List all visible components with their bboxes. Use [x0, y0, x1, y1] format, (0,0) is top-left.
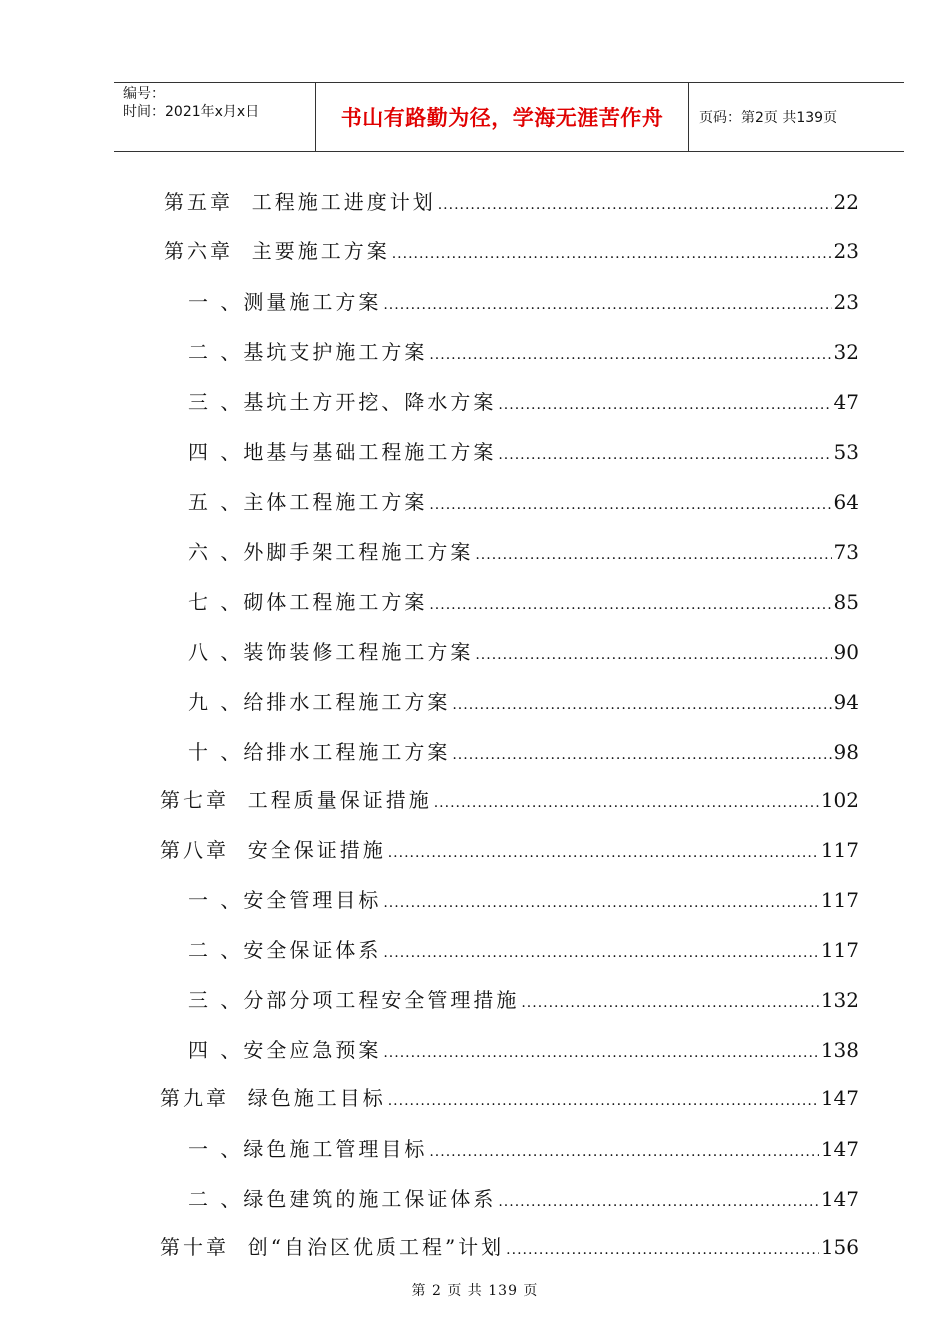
toc-entry[interactable]: [160, 786, 859, 814]
page-footer: 第 2 页 共 139 页: [411, 1283, 539, 1299]
toc-entry-title: 三 、分部分项工程安全管理措施: [188, 988, 520, 1012]
toc-entry-title: 第九章 绿色施工目标: [160, 1086, 386, 1110]
toc-entry[interactable]: [188, 1036, 859, 1064]
header-motto: 书山有路勤为径，学海无涯苦作舟: [316, 83, 689, 151]
toc-leader-dots: [452, 741, 831, 769]
toc-leader-dots: [434, 789, 819, 817]
toc-leader-dots: [392, 240, 832, 268]
toc-entry-title: 一 、安全管理目标: [188, 888, 382, 912]
toc-entry-page: 23: [833, 239, 859, 263]
toc-leader-dots: [438, 191, 832, 219]
toc-leader-dots: [383, 889, 818, 917]
toc-entry-page: 147: [820, 1187, 859, 1211]
toc-entry-title: 三 、基坑土方开挖、降水方案: [188, 390, 497, 414]
toc-leader-dots: [429, 1138, 818, 1166]
toc-leader-dots: [521, 989, 818, 1017]
toc-entry-page: 64: [833, 490, 859, 514]
toc-leader-dots: [452, 691, 831, 719]
toc-leader-dots: [383, 291, 831, 319]
toc-entry-title: 一 、绿色施工管理目标: [188, 1137, 428, 1161]
toc-leader-dots: [383, 1039, 818, 1067]
toc-entry-page: 147: [820, 1086, 859, 1110]
document-number-label: 编号：: [123, 86, 165, 102]
toc-entry-title: 一 、测量施工方案: [188, 290, 382, 314]
toc-entry-title: 第八章 安全保证措施: [160, 838, 386, 862]
toc-leader-dots: [383, 939, 818, 967]
toc-entry[interactable]: [188, 886, 859, 914]
toc-entry-page: 117: [820, 888, 859, 912]
toc-leader-dots: [498, 441, 831, 469]
toc-entry[interactable]: [188, 688, 859, 716]
toc-entry[interactable]: [188, 338, 859, 366]
toc-entry[interactable]: [188, 388, 859, 416]
toc-leader-dots: [388, 1087, 819, 1115]
toc-leader-dots: [388, 839, 819, 867]
toc-entry-page: 117: [820, 838, 859, 862]
toc-entry-page: 90: [833, 640, 859, 664]
toc-entry[interactable]: [160, 1233, 859, 1261]
toc-entry[interactable]: [188, 588, 859, 616]
toc-entry-page: 102: [820, 788, 859, 812]
toc-entry-page: 138: [820, 1038, 859, 1062]
toc-entry[interactable]: [188, 738, 859, 766]
toc-entry-page: 53: [833, 440, 859, 464]
page-header: [114, 82, 904, 152]
toc-entry-title: 五 、主体工程施工方案: [188, 490, 428, 514]
toc-entry-page: 94: [833, 690, 859, 714]
toc-entry-page: 117: [820, 938, 859, 962]
toc-entry-title: 二 、安全保证体系: [188, 938, 382, 962]
toc-leader-dots: [475, 641, 831, 669]
toc-leader-dots: [498, 391, 831, 419]
toc-leader-dots: [475, 541, 831, 569]
toc-entry[interactable]: [188, 936, 859, 964]
toc-entry[interactable]: [164, 188, 859, 216]
toc-entry-page: 73: [833, 540, 859, 564]
toc-entry-title: 七 、砌体工程施工方案: [188, 590, 428, 614]
toc-entry-title: 六 、外脚手架工程施工方案: [188, 540, 474, 564]
toc-entry-page: 22: [833, 190, 859, 214]
toc-entry[interactable]: [160, 1084, 859, 1112]
toc-entry[interactable]: [188, 438, 859, 466]
toc-entry-title: 十 、给排水工程施工方案: [188, 740, 451, 764]
toc-entry[interactable]: [160, 836, 859, 864]
toc-entry[interactable]: [188, 986, 859, 1014]
toc-entry-title: 第五章 工程施工进度计划: [164, 190, 436, 214]
toc-entry-page: 156: [820, 1235, 859, 1259]
header-meta: [114, 83, 316, 151]
toc-entry-page: 132: [820, 988, 859, 1012]
toc-leader-dots: [429, 591, 831, 619]
toc-leader-dots: [429, 341, 831, 369]
toc-entry-page: 147: [820, 1137, 859, 1161]
toc-entry-title: 第六章 主要施工方案: [164, 239, 390, 263]
toc-entry-page: 23: [833, 290, 859, 314]
toc-entry-title: 第十章 创“自治区优质工程”计划: [160, 1235, 505, 1259]
toc-entry-title: 四 、地基与基础工程施工方案: [188, 440, 497, 464]
toc-entry-title: 第七章 工程质量保证措施: [160, 788, 432, 812]
toc-entry-title: 四 、安全应急预案: [188, 1038, 382, 1062]
toc-entry[interactable]: [188, 1135, 859, 1163]
toc-leader-dots: [429, 491, 831, 519]
header-page-info: 页码：第2页 共139页: [699, 110, 838, 126]
toc-entry-page: 98: [833, 740, 859, 764]
toc-entry[interactable]: [188, 538, 859, 566]
toc-leader-dots: [506, 1236, 819, 1264]
toc-entry[interactable]: [164, 237, 859, 265]
toc-leader-dots: [498, 1188, 818, 1216]
toc-entry-page: 47: [833, 390, 859, 414]
toc-entry-page: 32: [833, 340, 859, 364]
toc-entry[interactable]: [188, 1185, 859, 1213]
toc-entry-title: 二 、基坑支护施工方案: [188, 340, 428, 364]
toc-entry-title: 八 、装饰装修工程施工方案: [188, 640, 474, 664]
toc-entry-title: 二 、绿色建筑的施工保证体系: [188, 1187, 497, 1211]
toc-entry-page: 85: [833, 590, 859, 614]
toc-entry[interactable]: [188, 488, 859, 516]
toc-entry-title: 九 、给排水工程施工方案: [188, 690, 451, 714]
document-time: 时间：2021年x月x日: [123, 104, 260, 120]
toc-entry[interactable]: [188, 288, 859, 316]
toc-entry[interactable]: [188, 638, 859, 666]
